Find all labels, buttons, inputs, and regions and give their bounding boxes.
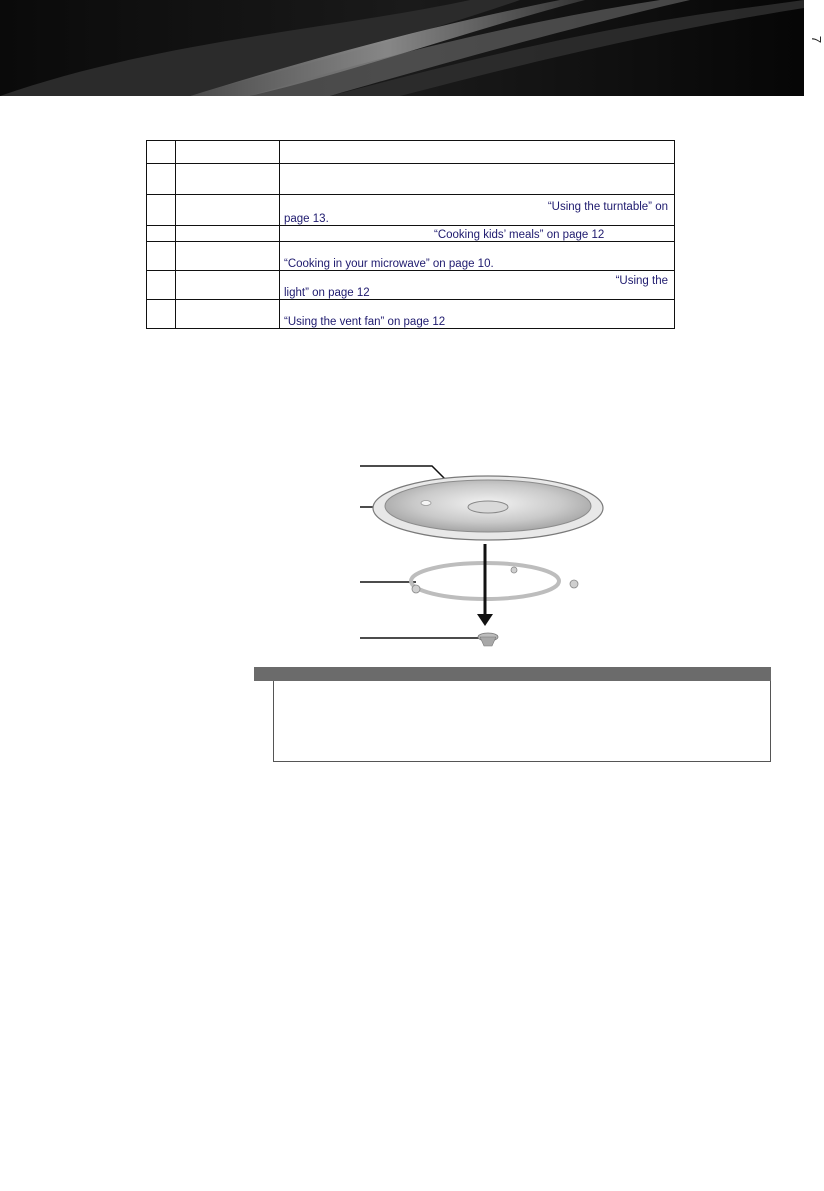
roller-ring-icon	[411, 563, 578, 599]
glass-tray-icon	[373, 476, 603, 540]
cross-reference-link[interactable]: light” on page 12	[284, 287, 370, 299]
table-cell-number	[147, 300, 176, 329]
table-cell-description	[280, 141, 675, 164]
table-cell-number	[147, 164, 176, 195]
table-row	[147, 271, 675, 300]
table-cell-description	[280, 195, 675, 226]
table-cell-number	[147, 195, 176, 226]
note-box	[273, 681, 771, 762]
table-cell-description	[280, 271, 675, 300]
cross-reference-link[interactable]: “Using the vent fan” on page 12	[284, 316, 446, 328]
table-row	[147, 242, 675, 271]
table-cell-description	[280, 242, 675, 271]
turntable-diagram	[356, 456, 616, 656]
table-cell-description	[280, 164, 675, 195]
table-cell-feature	[176, 300, 280, 329]
table-cell-feature	[176, 164, 280, 195]
arrow-down-icon	[477, 544, 493, 626]
table-cell-feature	[176, 195, 280, 226]
cross-reference-link[interactable]: page 13.	[284, 213, 329, 225]
table-row	[147, 141, 675, 164]
table-cell-description	[280, 300, 675, 329]
table-cell-feature	[176, 226, 280, 242]
header-banner	[0, 0, 822, 96]
page-tab	[804, 0, 822, 96]
table-cell-feature	[176, 242, 280, 271]
table-row	[147, 195, 675, 226]
table-cell-description	[280, 226, 675, 242]
table-cell-feature	[176, 271, 280, 300]
cross-reference-link[interactable]: “Using the turntable” on	[547, 201, 668, 213]
note-header-bar	[254, 667, 771, 681]
feature-table	[146, 140, 675, 329]
table-cell-number	[147, 226, 176, 242]
cross-reference-link[interactable]: “Using the	[615, 275, 668, 287]
table-cell-feature	[176, 141, 280, 164]
cross-reference-link[interactable]: “Cooking kids’ meals” on page 12	[434, 229, 605, 241]
turntable-figure	[356, 456, 616, 656]
header-swoosh-graphic	[0, 0, 822, 96]
turntable-coupler-icon	[478, 633, 498, 646]
table-cell-number	[147, 271, 176, 300]
page-number: 7	[808, 35, 824, 44]
table-cell-number	[147, 141, 176, 164]
table-row	[147, 300, 675, 329]
table-cell-number	[147, 242, 176, 271]
cross-reference-link[interactable]: “Cooking in your microwave” on page 10.	[284, 258, 494, 270]
table-row	[147, 226, 675, 242]
table-row	[147, 164, 675, 195]
